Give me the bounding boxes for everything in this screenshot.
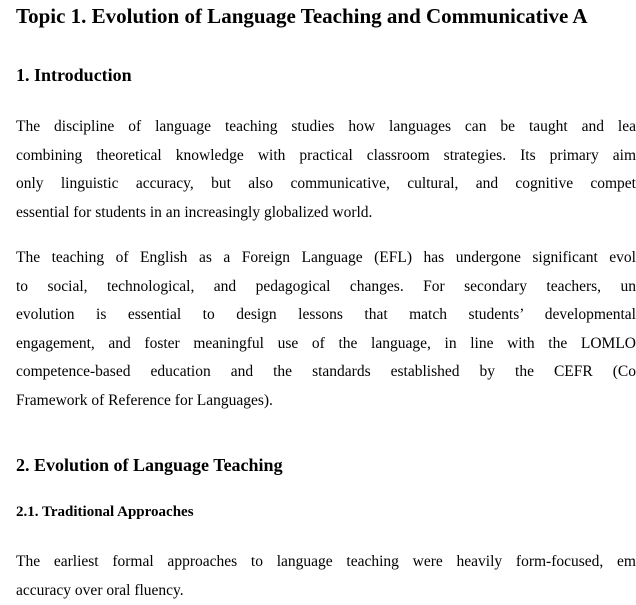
section-heading-introduction: 1. Introduction	[16, 63, 636, 87]
paragraph-line: evolution is essential to design lessons that match students’ developmental	[16, 301, 636, 330]
paragraph-line: essential for students in an increasingly globalized world.	[16, 199, 636, 228]
document-content	[16, 0, 636, 605]
paragraph-introduction-1	[16, 113, 636, 227]
paragraph-line: only linguistic accuracy, but also communicative, cultural, and cognitive compet	[16, 170, 636, 199]
paragraph-line: The discipline of language teaching studies how languages can be taught and lea	[16, 113, 636, 142]
paragraph-line: The teaching of English as a Foreign Language (EFL) has undergone significant evol	[16, 244, 636, 273]
paragraph-line: combining theoretical knowledge with practical classroom strategies. Its primary aim	[16, 142, 636, 171]
paragraph-line: engagement, and foster meaningful use of the language, in line with the LOMLO	[16, 330, 636, 359]
paragraph-line: competence-based education and the standards established by the CEFR (Co	[16, 358, 636, 387]
paragraph-introduction-2	[16, 244, 636, 415]
subsection-heading-traditional: 2.1. Traditional Approaches	[16, 502, 636, 522]
paragraph-traditional-1	[16, 548, 636, 605]
paragraph-line: The earliest formal approaches to language teaching were heavily form-focused, em	[16, 548, 636, 577]
document-title: Topic 1. Evolution of Language Teaching and Communicative A	[16, 0, 636, 29]
paragraph-line: accuracy over oral fluency.	[16, 577, 636, 605]
paragraph-line: Framework of Reference for Languages).	[16, 387, 636, 416]
section-heading-evolution: 2. Evolution of Language Teaching	[16, 453, 636, 477]
paragraph-line: to social, technological, and pedagogical changes. For secondary teachers, un	[16, 273, 636, 302]
